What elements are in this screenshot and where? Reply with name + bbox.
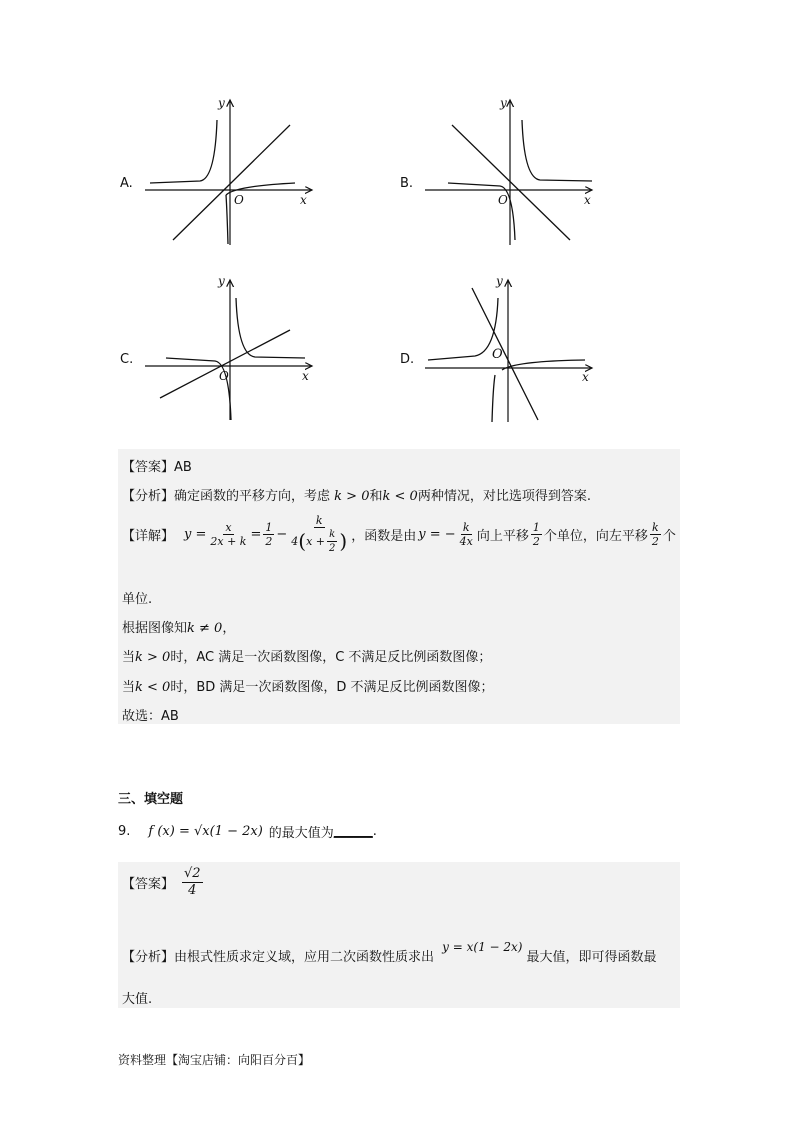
negative-case-text: 时，BD 满足一次函数图像，D 不满足反比例函数图像； [170, 680, 494, 695]
positive-case-pre: 当 [122, 650, 136, 665]
analysis-9-line [122, 940, 657, 965]
option-c-label: C. [120, 352, 134, 367]
detail-base-lhs: y = − [418, 527, 456, 542]
detail-inner-frac [327, 528, 337, 555]
graph-a-origin-label: O [234, 193, 244, 207]
detail-eq2: = [250, 527, 262, 542]
graph-d-origin-label: O [492, 347, 503, 362]
detail-fraction-2-den-b: x + [306, 535, 326, 548]
analysis-k-positive: k > 0 [334, 489, 370, 504]
negative-case-math: k < 0 [135, 680, 171, 695]
detail-base-num: k [462, 521, 470, 534]
answer-value: AB [174, 460, 192, 475]
graph-option-a [140, 90, 320, 250]
graph-c-origin-label: O [219, 369, 229, 383]
know-end: ， [222, 621, 236, 636]
graph-d-y-label: y [496, 274, 503, 288]
question-9-end: . [372, 824, 377, 839]
analysis-9-text-3: 大值. [122, 992, 153, 1007]
graph-b-y-label: y [500, 96, 507, 110]
answer-line [122, 456, 192, 475]
answer-9-num: √2 [184, 866, 201, 881]
detail-fraction-1-den: 2x + k [210, 535, 247, 548]
negative-case-line [122, 676, 494, 695]
graph-option-d [420, 270, 600, 430]
analysis-text-end: 两种情况，对比选项得到答案. [417, 489, 591, 504]
detail-tag: 【详解】 [122, 529, 175, 544]
positive-case-text: 时，AC 满足一次函数图像，C 不满足反比例函数图像； [170, 650, 492, 665]
section-title: 三、填空题 [118, 792, 184, 807]
detail-fraction-2-num: k [315, 514, 323, 527]
analysis-tag: 【分析】 [122, 489, 175, 504]
analysis-and: 和 [369, 489, 383, 504]
question-9 [118, 822, 377, 841]
answer-tag: 【答案】 [122, 460, 175, 475]
detail-text-5: 单位. [122, 592, 153, 607]
question-9-blank: ______ [333, 824, 373, 839]
detail-text-4: 个 [662, 529, 676, 544]
know-math: k ≠ 0 [187, 621, 223, 636]
detail-shift-den: 2 [532, 535, 540, 548]
graph-d-x-label: x [582, 370, 589, 384]
graph-c-y-label: y [218, 274, 225, 288]
question-9-function: f (x) = √x(1 − 2x) [148, 824, 263, 839]
analysis-text: 确定函数的平移方向，考虑 [174, 489, 331, 504]
graph-a-y-label: y [218, 96, 225, 110]
answer-9-line [122, 866, 205, 899]
detail-shift-num: 1 [532, 521, 540, 534]
detail-half [263, 521, 274, 548]
analysis-9-text-end: 最大值，即可得函数最 [526, 950, 657, 965]
detail-text-2: 向上平移 [476, 529, 529, 544]
know-text: 根据图像知 [122, 621, 188, 636]
detail-base-frac [458, 521, 475, 548]
detail-minus: − [276, 527, 288, 542]
option-d-label: D. [400, 352, 415, 367]
negative-case-pre: 当 [122, 680, 136, 695]
footer-text: 资料整理【淘宝店铺：向阳百分百】 [118, 1053, 311, 1067]
graph-option-b [420, 90, 600, 250]
graph-b-origin-label: O [498, 193, 508, 207]
detail-inner-frac-den: 2 [329, 543, 336, 554]
know-line [122, 617, 235, 636]
answer-9-tag: 【答案】 [122, 877, 175, 892]
option-b-label: B. [400, 176, 414, 191]
positive-case-line [122, 646, 491, 665]
detail-base-den: 4x [459, 535, 473, 548]
question-9-number: 9. [118, 824, 131, 839]
detail-half-num: 1 [265, 521, 273, 534]
detail-eq-lhs: y = [184, 527, 207, 542]
option-a-label: A. [120, 176, 133, 191]
graph-c-x-label: x [302, 369, 309, 383]
graph-option-c [140, 270, 320, 430]
detail-fraction-2 [289, 514, 349, 555]
analysis-9-text: 由根式性质求定义域，应用二次函数性质求出 [174, 950, 435, 965]
detail-fraction-1-num: x [225, 521, 232, 534]
answer-9-fraction [182, 866, 203, 899]
detail-left-den: 2 [651, 535, 659, 548]
detail-fraction-1 [208, 521, 248, 548]
question-9-text: 的最大值为 [268, 826, 334, 841]
detail-inner-frac-num: k [329, 529, 336, 540]
choose-line: 故选：AB [122, 709, 179, 724]
detail-text-3: 个单位，向左平移 [543, 529, 648, 544]
detail-shift-frac [531, 521, 542, 548]
detail-line [122, 514, 676, 555]
analysis-9-tag: 【分析】 [122, 950, 175, 965]
detail-left-frac [650, 521, 661, 548]
detail-fraction-2-den: 4 ( x + $\frac{k}{2}$ ) [291, 529, 348, 554]
detail-text-1: ，函数是由 [351, 529, 417, 544]
analysis-9-func: y = x(1 − 2x) [442, 940, 523, 954]
analysis-k-negative: k < 0 [382, 489, 418, 504]
detail-left-num: k [652, 521, 659, 534]
graph-b-x-label: x [584, 193, 591, 207]
analysis-line [122, 485, 591, 504]
detail-half-den: 2 [265, 535, 273, 548]
detail-fraction-2-den-a: 4 [291, 535, 299, 548]
graph-a-x-label: x [300, 193, 307, 207]
positive-case-math: k > 0 [135, 650, 171, 665]
answer-9-den: 4 [188, 883, 197, 898]
